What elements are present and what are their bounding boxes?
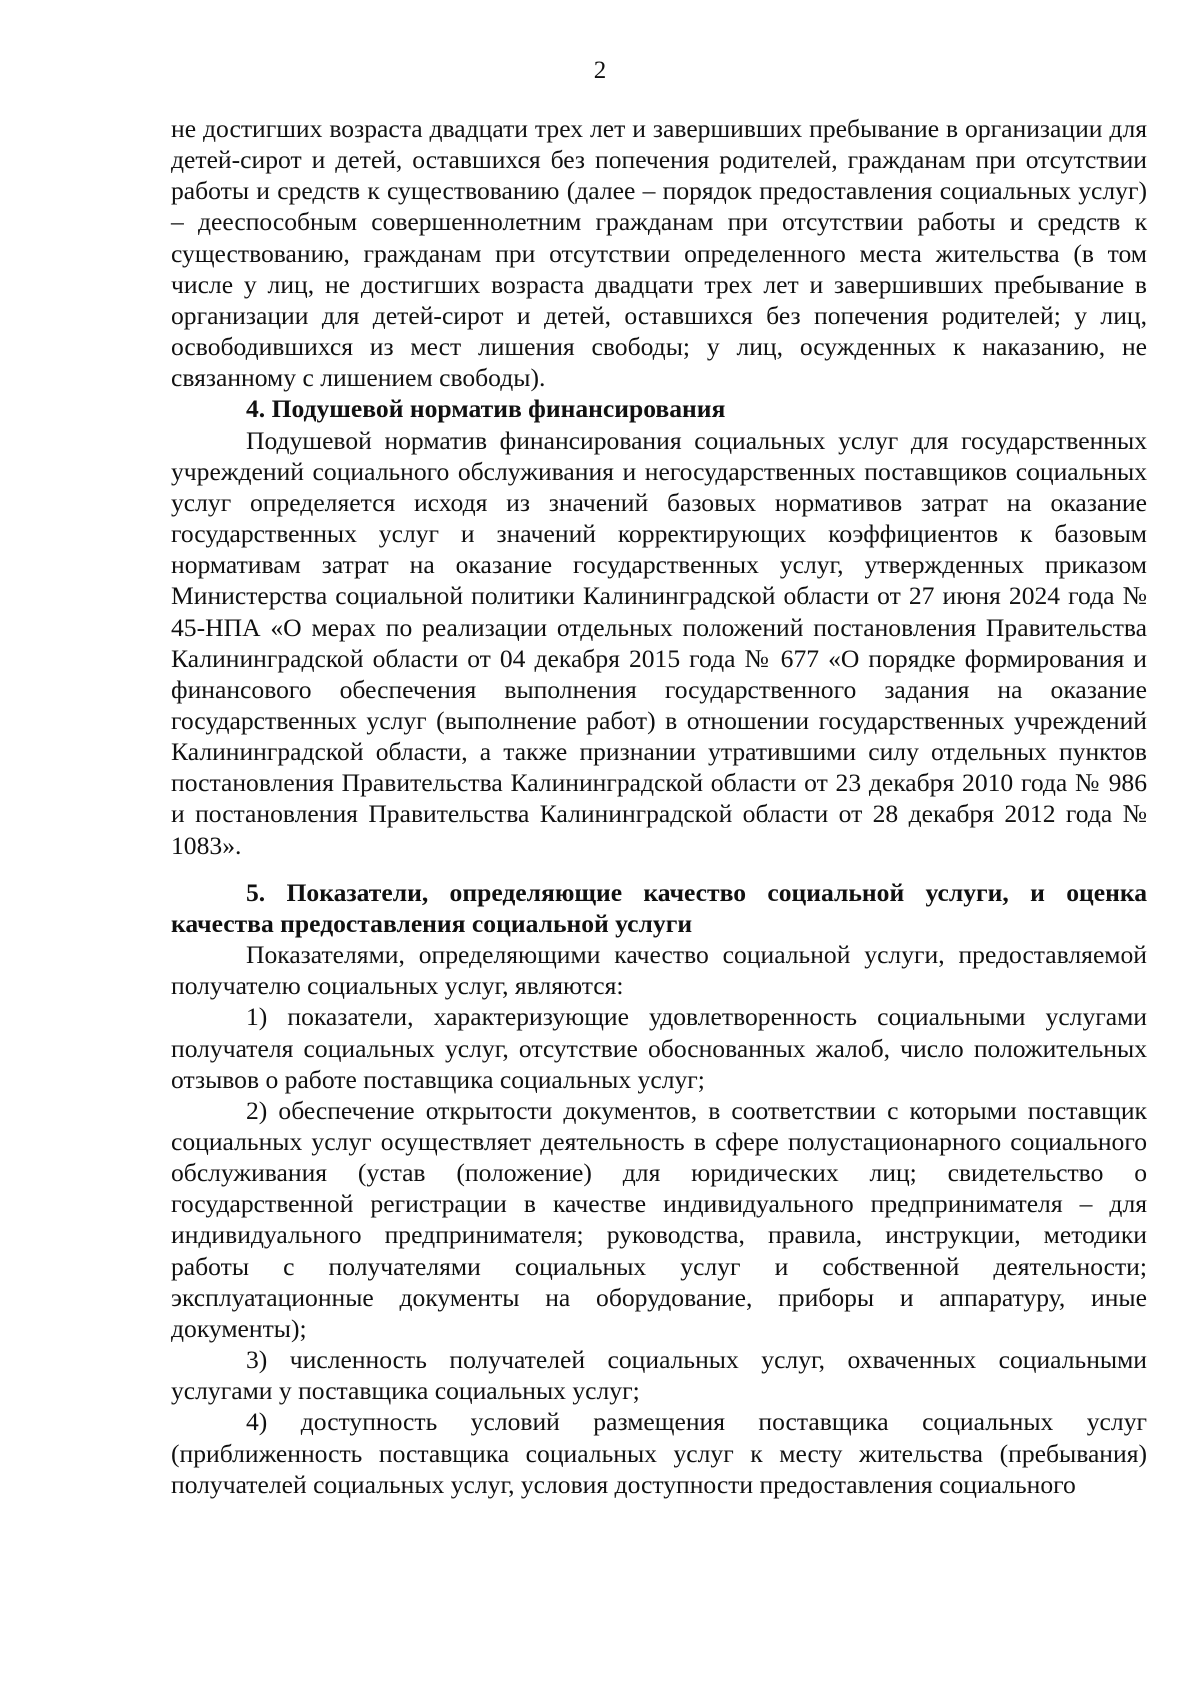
section-4-heading: 4. Подушевой норматив финансирования [246, 394, 726, 424]
section-4-paragraph: Подушевой норматив финансирования социальных услуг для государственных учреждений социального обслуживания и негосударственных поставщиков социальных услуг определяется исходя из значений базовых нормативов затрат на оказание государственных услуг и значений корректирующих коэффициентов к базовым нормативам затрат на оказание государственных услуг, утвержденных приказом Министерства социальной политики Калининградской области от 27 июня 2024 года № 45-НПА «О мерах по реализации отдельных положений постановления Правительства Калининградской области от 04 декабря 2015 года № 677 «О порядке формирования и финансового обеспечения выполнения государственного задания на оказание государственных услуг (выполнение работ) в отношении государственных учреждений Калининградской области, а также признании утратившими силу отдельных пунктов постановления Правительства Калининградской области от 23 декабря 2010 года № 986 и постановления Правительства Калининградской области от 28 декабря 2012 года № 1083». [171, 425, 1147, 860]
list-item: 1) показатели, характеризующие удовлетворенность социальными услугами получателя социальных услуг, отсутствие обоснованных жалоб, число положительных отзывов о работе поставщика социальных услуг; [171, 1002, 1147, 1094]
list-item: 3) численность получателей социальных услуг, охваченных социальными услугами у поставщика социальных услуг; [171, 1345, 1147, 1406]
page-number: 2 [593, 57, 607, 84]
paragraph-continuation: не достигших возраста двадцати трех лет и завершивших пребывание в организации для детей-сирот и детей, оставшихся без попечения родителей, гражданам при отсутствии работы и средств к существованию (далее – порядок предоставления социальных услуг) – дееспособным совершеннолетним гражданам при отсутствии работы и средств к существованию, гражданам при отсутствии определенного места жительства (в том числе у лиц, не достигших возраста двадцати трех лет и завершивших пребывание в организации для детей-сирот и детей, оставшихся без попечения родителей; у лиц, освободившихся из мест лишения свободы; у лиц, осужденных к наказанию, не связанному с лишением свободы). [171, 114, 1147, 393]
document-body [171, 113, 1147, 1500]
list-item: 2) обеспечение открытости документов, в соответствии с которыми поставщик социальных услуг осуществляет деятельность в сфере полустационарного социального обслуживания (устав (положение) для юридических лиц; свидетельство о государственной регистрации в качестве индивидуального предпринимателя – для индивидуального предпринимателя; руководства, правила, инструкции, методики работы с получателями социальных услуг и собственной деятельности; эксплуатационные документы на оборудование, приборы и аппаратуру, иные документы); [171, 1095, 1147, 1343]
list-item: 4) доступность условий размещения поставщика социальных услуг (приближенность поставщика социальных услуг к месту жительства (пребывания) получателей социальных услуг, условия доступности предоставления социального [171, 1407, 1147, 1499]
section-5-heading: 5. Показатели, определяющие качество социальной услуги, и оценка качества предоставления социальной услуги [171, 877, 1147, 938]
section-5-intro: Показателями, определяющими качество социальной услуги, предоставляемой получателю социальных услуг, являются: [171, 940, 1147, 1001]
